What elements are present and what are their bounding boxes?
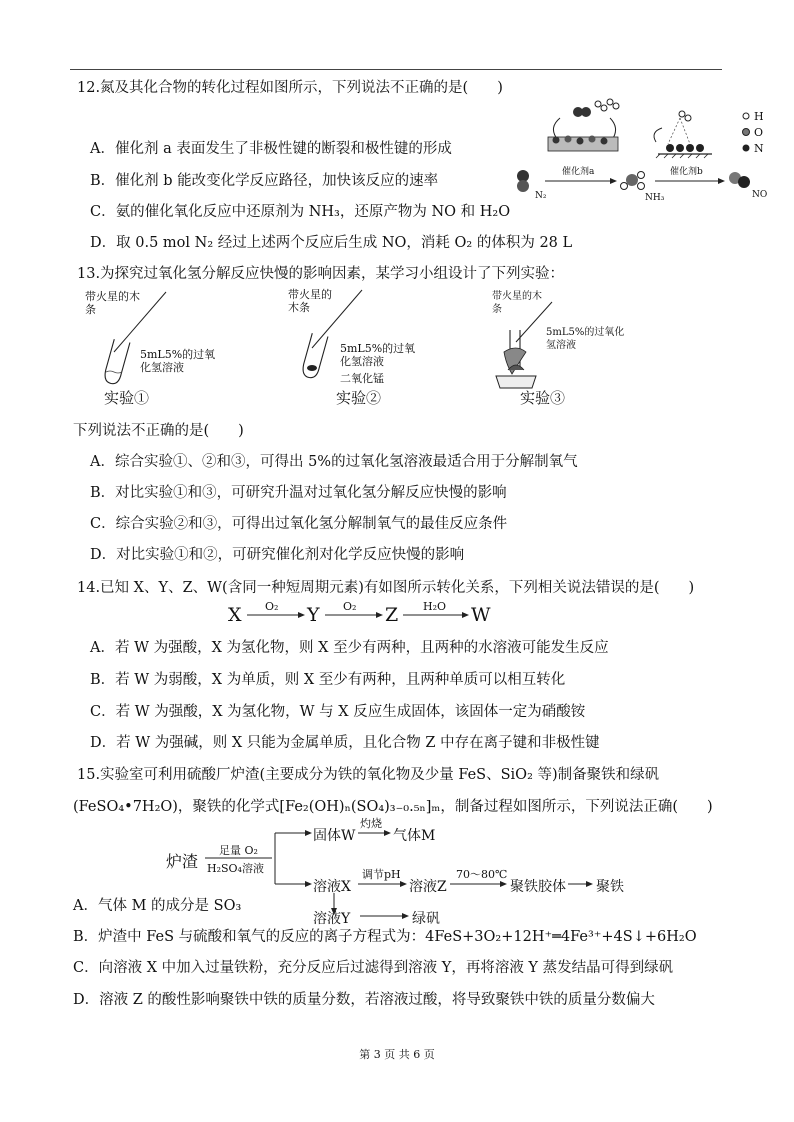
exp1-solution-label: 5mL5%的过氧化氢溶液 — [140, 348, 216, 374]
q13-option-d: D．对比实验①和②，可研究催化剂对化学反应快慢的影响 — [90, 547, 465, 563]
flow-reagent-h2so4: H₂SO₄溶液 — [207, 862, 264, 875]
legend-h-label: H — [754, 110, 764, 123]
q14-option-b: B．若 W 为弱酸，X 为单质，则 X 至少有两种，且两种单质可以相互转化 — [90, 672, 566, 688]
chain-z: Z — [385, 604, 399, 626]
q15-stem-line1: 15.实验室可利用硫酸厂炉渣(主要成分为铁的氧化物及少量 FeS、SiO₂ 等)制备聚铁和绿矾 — [77, 767, 660, 783]
legend-o-label: O — [754, 126, 764, 139]
flow-temperature: 70～80℃ — [456, 868, 508, 881]
flow-gas-m: 气体M — [393, 828, 436, 844]
chain-x: X — [228, 604, 242, 626]
nh3-label: NH₃ — [645, 193, 665, 203]
exp1-splint-label: 带火星的木条 — [85, 290, 140, 316]
catalyst-a-label: 催化剂a — [562, 167, 595, 177]
catalyst-b-label: 催化剂b — [670, 167, 703, 177]
q15-option-b: B．炉渣中 FeS 与硫酸和氧气的反应的离子方程式为：4FeS+3O₂+12H⁺═4Fe³⁺+4S↓+6H₂O — [73, 929, 697, 945]
q15-option-a: A．气体 M 的成分是 SO₃ — [73, 898, 242, 914]
flow-reagent-o2: 足量 O₂ — [219, 844, 258, 857]
exp1-label: 实验① — [104, 389, 150, 407]
n2-label: N₂ — [535, 191, 547, 201]
exp2-solution-label: 5mL5%的过氧化氢溶液 — [340, 342, 416, 368]
flow-solid-w: 固体W — [313, 828, 356, 844]
flow-solution-y: 溶液Y — [313, 911, 351, 927]
q14-stem: 14.已知 X、Y、Z、W(含同一种短周期元素)有如图所示转化关系，下列相关说法错误的是( ) — [77, 580, 695, 596]
chain-w: W — [471, 604, 491, 626]
exp2-catalyst-label: 二氧化锰 — [340, 372, 384, 385]
q14-option-d: D．若 W 为强碱，则 X 只能为金属单质，且化合物 Z 中存在离子键和非极性键 — [90, 735, 600, 751]
q12-option-a: A．催化剂 a 表面发生了非极性键的断裂和极性键的形成 — [90, 141, 452, 157]
q12-option-c: C．氨的催化氧化反应中还原剂为 NH₃，还原产物为 NO 和 H₂O — [90, 204, 511, 220]
flow-adjust-ph: 调节pH — [362, 868, 401, 881]
q15-stem-line2: (FeSO₄•7H₂O)，聚铁的化学式[Fe₂(OH)ₙ(SO₄)₃₋₀.₅ₙ]ₘ，制备过程如图所示，下列说法正确( ) — [73, 799, 713, 815]
q15-option-c: C．向溶液 X 中加入过量铁粉，充分反应后过滤得到溶液 Y，再将溶液 Y 蒸发结晶可得到绿矾 — [73, 960, 674, 976]
exp2-splint-label: 带火星的木条 — [288, 288, 332, 314]
chain-y: Y — [307, 604, 320, 626]
flow-vitriol: 绿矾 — [412, 911, 440, 927]
page-footer: 第 3 页 共 6 页 — [359, 1048, 435, 1061]
exp3-solution-label: 5mL5%的过氧化氢溶液 — [546, 327, 625, 351]
chain-reagent-1: O₂ — [265, 600, 279, 613]
flow-solution-z: 溶液Z — [409, 879, 447, 895]
no-label: NO — [752, 190, 768, 200]
exp3-label: 实验③ — [520, 389, 566, 407]
q13-stem: 13.为探究过氧化氢分解反应快慢的影响因素，某学习小组设计了下列实验： — [77, 266, 565, 282]
q14-option-a: A．若 W 为强酸，X 为氢化物，则 X 至少有两种，且两种的水溶液可能发生反应 — [90, 640, 609, 656]
exp2-label: 实验② — [336, 389, 382, 407]
flow-polyiron: 聚铁 — [596, 879, 624, 895]
q13-option-c: C．综合实验②和③，可得出过氧化氢分解制氧气的最佳反应条件 — [90, 516, 508, 532]
chain-reagent-3: H₂O — [423, 600, 447, 613]
flow-solution-x: 溶液X — [313, 879, 351, 895]
q13-question: 下列说法不正确的是( ) — [73, 423, 244, 439]
q12-option-d: D．取 0.5 mol N₂ 经过上述两个反应后生成 NO，消耗 O₂ 的体积为 28 L — [90, 235, 573, 251]
flow-slag: 炉渣 — [166, 852, 199, 871]
flow-colloid: 聚铁胶体 — [510, 879, 566, 895]
chain-reagent-2: O₂ — [343, 600, 357, 613]
legend-n-label: N — [754, 142, 764, 155]
q15-option-d: D．溶液 Z 的酸性影响聚铁中铁的质量分数，若溶液过酸，将导致聚铁中铁的质量分数偏大 — [73, 992, 655, 1008]
q12-stem: 12.氮及其化合物的转化过程如图所示，下列说法不正确的是( ) — [77, 80, 503, 96]
flow-burn: 灼烧 — [360, 817, 382, 830]
exp3-splint-label: 带火星的木条 — [492, 291, 542, 315]
q13-option-b: B．对比实验①和③，可研究升温对过氧化氢分解反应快慢的影响 — [90, 485, 507, 501]
q13-option-a: A．综合实验①、②和③，可得出 5%的过氧化氢溶液最适合用于分解制氧气 — [90, 454, 578, 470]
q14-option-c: C．若 W 为强酸，X 为氢化物，W 与 X 反应生成固体，该固体一定为硝酸铵 — [90, 704, 586, 720]
q12-option-b: B．催化剂 b 能改变化学反应路径，加快该反应的速率 — [90, 173, 439, 189]
